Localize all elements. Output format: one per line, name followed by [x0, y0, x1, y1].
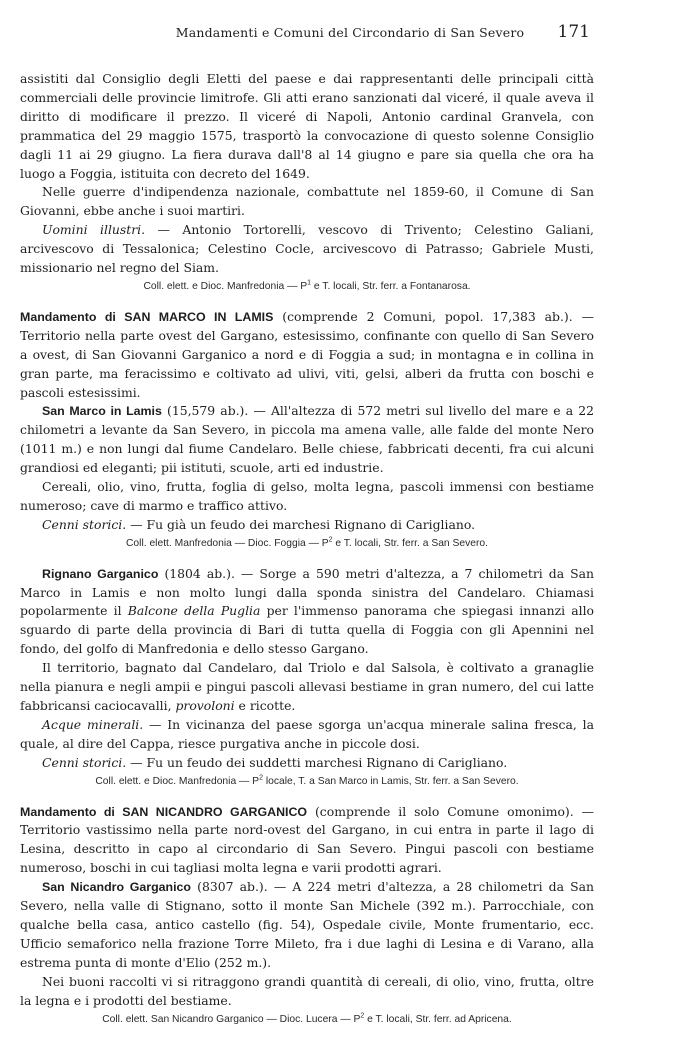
- note-text: e T. locali, Str. ferr. a San Severo.: [332, 537, 488, 549]
- note-text: Coll. elett. e Dioc. Manfredonia — P: [95, 775, 260, 787]
- intro-note: [20, 278, 594, 297]
- san-marco-heading-paragraph: [20, 308, 594, 403]
- illustrious-text: — Antonio Tortorelli, vescovo di Trivento; Celestino Galiani, arcivescovo di Tessalonica; Celestino Cocle, arcivescovo di Patrasso; Gabriele Musti, missionario nel regno del Siam.: [20, 222, 594, 276]
- town-description: per l'immenso panorama che spiegasi innanzi allo sguardo di parte della provincia di Bari di tutta quella di Foggia con gli Apennini nel fondo, del golfo di Manfredonia e dello stesso Gargano.: [20, 603, 595, 657]
- note-sup: 2: [328, 536, 333, 544]
- san-marco-note: [20, 535, 594, 554]
- note-sup: 2: [360, 1012, 365, 1020]
- san-nicandro-note: [20, 1011, 594, 1030]
- san-marco-products: Cereali, olio, vino, frutta, foglia di gelso, molta legna, pascoli immensi con bestiame numeroso; cave di marmo e traffico attivo.: [20, 479, 594, 513]
- territory-text: e ricotte.: [234, 698, 296, 713]
- san-marco-town-paragraph: [20, 402, 594, 478]
- section-heading: Mandamento di SAN MARCO IN LAMIS: [20, 309, 274, 324]
- page-body: [20, 70, 594, 1029]
- running-header: [0, 22, 700, 48]
- note-text: e T. locali, Str. ferr. ad Apricena.: [364, 1013, 512, 1025]
- intro-paragraph-1: assistiti dal Consiglio degli Eletti del paese e dai rappresentanti delle principali città commerciali delle provincie limitrofe. Gli atti erano sanzionati dal viceré, il quale aveva il diritto di modificare il prezzo. Il viceré di Napoli, Antonio cardinal Granvela, con prammatica del 29 maggio 1575, trasportò la convocazione di questo solenne Consiglio dagli 11 ai 29 giugno. La fiera durava dall'8 al 14 giugno e pare sia quella che ora ha luogo a Foggia, istituita con decreto del 1649.: [20, 71, 594, 181]
- mineral-label: Acque minerali.: [42, 716, 144, 732]
- san-nicandro-town-paragraph: [20, 878, 594, 973]
- history-text: — Fu un feudo dei suddetti marchesi Rignano di Carigliano.: [126, 754, 508, 770]
- rignano-town-paragraph: [20, 565, 594, 660]
- section-heading-rest: (comprende 2 Comuni, popol. 17,383 ab.). — Territorio nella parte ovest del Gargano, estesissimo, confinante con quello di San Severo a ovest, di San Giovanni Garganico a nord e di Foggia a sud; in montagna e in collina in gran parte, ma feracissimo e coltivato ad ulivi, viti, gelsi, alberi da frutta con boschi e pascoli estesissimi.: [20, 308, 594, 400]
- page-number: 171: [557, 22, 590, 42]
- note-text: Coll. elett. San Nicandro Garganico — Dioc. Lucera — P: [102, 1013, 361, 1025]
- rignano-territory: [20, 659, 594, 716]
- header-title: Mandamenti e Comuni del Circondario di San Severo: [175, 25, 525, 40]
- balcone-title: Balcone della Puglia: [127, 603, 261, 619]
- san-nicandro-products: Nei buoni raccolti vi si ritraggono grandi quantità di cereali, di olio, vino, frutta, oltre la legna e i prodotti del bestiame.: [20, 973, 594, 1008]
- intro-paragraph-2: Nelle guerre d'indipendenza nazionale, combattute nel 1859-60, il Comune di San Giovanni, ebbe anche i suoi martiri.: [20, 184, 594, 219]
- san-nicandro-heading-paragraph: [20, 803, 594, 879]
- town-description: (15,579 ab.). — All'altezza di 572 metri sul livello del mare e a 22 chilometri a levante da San Severo, in piccola ma amena valle, alle falde del monte Nero (1011 m.) e non lungi dal fiume Candelaro. Belle chiese, fabbricati decenti, fra cui alcuni grandiosi ed eleganti; pii istituti, scuole, arti ed industrie.: [20, 403, 594, 476]
- note-sup: 2: [259, 774, 263, 782]
- town-name: Rignano Garganico: [42, 566, 159, 581]
- note-text: e T. locali, Str. ferr. a Fontanarosa.: [311, 280, 471, 292]
- town-name: San Nicandro Garganico: [42, 880, 191, 895]
- territory-text: Il territorio, bagnato dal Candelaro, dal Triolo e dal Salsola, è coltivato a granaglie nella pianura e negli ampii e pingui pascoli allevasi bestiame in gran numero, del cui latte fabbricansi caciocavalli,: [20, 660, 594, 713]
- history-text: — Fu già un feudo dei marchesi Rignano di Carigliano.: [126, 516, 476, 532]
- rignano-note: [20, 773, 594, 792]
- note-sup: 1: [307, 279, 312, 287]
- history-label: Cenni storici.: [42, 754, 127, 770]
- illustrious-label: Uomini illustri.: [42, 222, 146, 238]
- section-heading-rest: (comprende il solo Comune omonimo). — Territorio vastissimo nella parte nord-ovest del Gargano, in cui entra in parte il lago di Lesina, descritto in capo al circondario di San Severo. Pingui pascoli con bestiame numeroso, boschi in cui tagliasi molta legna e varii prodotti agrari.: [20, 803, 594, 876]
- note-text: Coll. elett. e Dioc. Manfredonia — P: [143, 280, 308, 292]
- history-label: Cenni storici.: [42, 516, 127, 532]
- section-heading: Mandamento di SAN NICANDRO GARGANICO: [20, 804, 308, 819]
- san-marco-history: [20, 516, 594, 535]
- note-text: locale, T. a San Marco in Lamis, Str. ferr. a San Severo.: [262, 775, 519, 787]
- town-name: San Marco in Lamis: [42, 404, 162, 419]
- rignano-history: [20, 754, 594, 773]
- intro-paragraph-3: [20, 221, 594, 278]
- town-description: (1804 ab.). — Sorge a 590 metri d'altezza, a 7 chilometri da San Marco in Lamis e non molto lungi dalla sponda sinistra del Candelaro. Chiamasi popolarmente il: [20, 565, 594, 619]
- mineral-text: — In vicinanza del paese sgorga un'acqua minerale salina fresca, la quale, al dire del Cappa, riesce purgativa anche in piccole dosi.: [20, 716, 594, 751]
- provoloni-term: provoloni: [175, 698, 235, 713]
- town-description: (8307 ab.). — A 224 metri d'altezza, a 28 chilometri da San Severo, nella valle di Stignano, sotto il monte San Michele (392 m.). Parrocchiale, con qualche bella casa, antico castello (fig. 54), Ospedale civile, Monte frumentario, ecc. Ufficio semaforico nella frazione Torre Mileto, fra i due laghi di Lesina e di Varano, alla estrema punta di monte d'Elio (252 m.).: [20, 879, 594, 970]
- rignano-mineral-waters: [20, 716, 594, 754]
- note-text: Coll. elett. Manfredonia — Dioc. Foggia — P: [126, 537, 329, 549]
